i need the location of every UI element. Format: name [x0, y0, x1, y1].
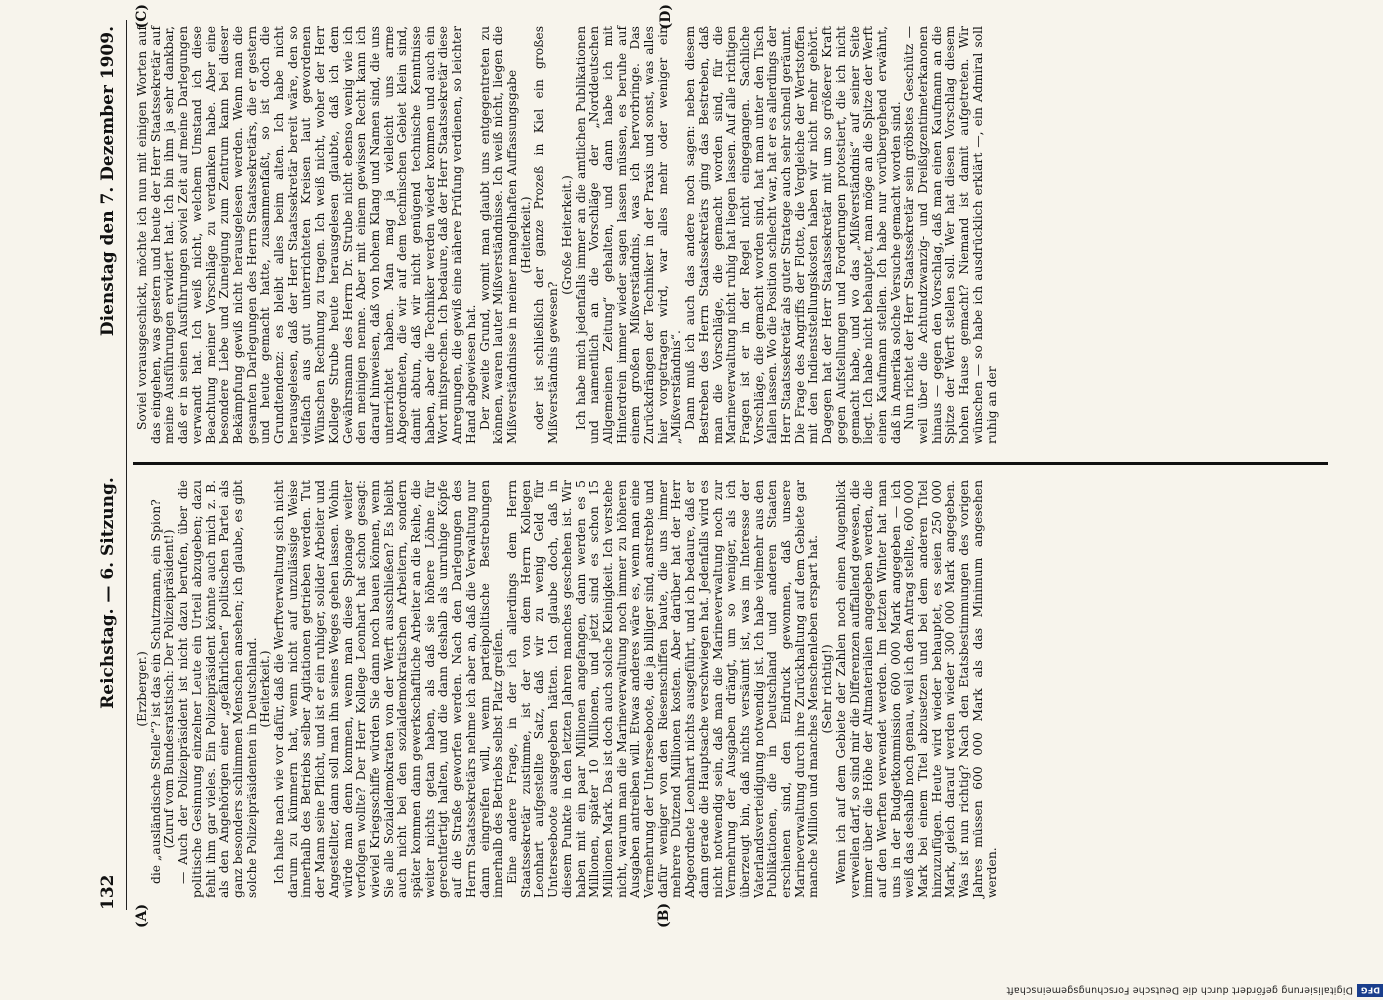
- margin-marker-b: (B): [656, 902, 672, 928]
- margin-marker-c: (C): [134, 4, 150, 29]
- interjection: (Heiterkeit.): [518, 196, 533, 274]
- page-header: [98, 20, 124, 910]
- paragraph: Der zweite Grund, womit man glaubt uns entgegentreten zu können, waren lauter Mißverständnisse. Ich weiß nicht, liegen die Mißverständnisse in meiner mangelhaften Auffassungsgabe: [477, 26, 519, 444]
- running-title: Reichstag. — 6. Sitzung.: [98, 477, 118, 709]
- paragraph: Eine andere Frage, in der ich allerdings dem Herrn Staatssekretär zustimme, ist der von dem Herrn Kollegen Leonhart aufgestellte Satz, daß wir zu wenig Geld für Unterseeboote ausgegeben hätten. Ich glaube doch, daß in diesem Punkte in den letzten Jahren manches geschehen ist. Wir haben mit ein paar Millionen angefangen, dann werden es 5 Millionen, später 10 Millionen, und jetzt sind es schon 15 Millionen Mark. Das ist doch auch solche Kleinigkeit. Ich verstehe nicht, warum man die Marineverwaltung noch immer zu höheren Ausgaben antreiben will. Etwas anderes wäre es, wenn man eine Vermehrung der Unterseeboote, die ja billiger sind, anstrebte und dafür weniger von den Riesenschiffen baute, die uns immer mehrere Dutzend Millionen kosten. Aber darüber hat der Herr Abgeordnete Leonhart nichts ausgeführt, und ich bedaure, daß er dann gerade die Hauptsache verschwiegen hat. Jedenfalls wird es nicht notwendig sein, daß man die Marineverwaltung noch zur Vermehrung der Ausgaben drängt, um so weniger, als ich überzeugt bin, daß nichts versäumt ist, was im Interesse der Vaterlandsverteidigung notwendig ist. Ich habe vielmehr aus den Publikationen, die in Deutschland und anderen Staaten erschienen sind, den Eindruck gewonnen, daß unsere Marineverwaltung durch ihre Zurückhaltung auf dem Gebiete gar manche Million und manches Menschenleben erspart hat.: [504, 480, 821, 898]
- session-date: Dienstag den 7. Dezember 1909.: [98, 26, 118, 337]
- interjection: (Sehr richtig!): [820, 644, 835, 734]
- left-column: [136, 480, 999, 898]
- right-column: [136, 26, 999, 444]
- paragraph: oder ist schließlich der ganze Prozeß in Kiel ein großes Mißverständnis gewesen?: [532, 26, 561, 444]
- margin-marker-d: (D): [658, 4, 674, 30]
- column-divider: [133, 462, 1328, 465]
- speaker-name: (Erzberger.): [135, 651, 149, 727]
- speaker-name: (Zuruf vom Bundesratstisch: Der Polizeipräsident!): [162, 529, 177, 849]
- header-rule: [126, 20, 127, 910]
- paragraph: Dann muß ich auch das andere noch sagen: neben diesem Bestreben des Herrn Staatssekretärs ging das Bestreben, daß man die Vorschläge, die gemacht worden sind, für die Marineverwaltung nicht ruhig hat liegen lassen. Auf alle richtigen Fragen ist er in der Regel nicht eingegangen. Sachliche Vorschläge, die gemacht worden sind, hat man unter den Tisch fallen lassen. Wo die Position schlecht war, hat er es allerdings der Herr Staatssekretär als guter Stratege auch sehr schnell geräumt. Die Frage des Angriffs der Flotte, die Vergleiche der Wertstoffen mit den Indienststellungskosten haben wir nicht mehr gehört. Dagegen hat der Herr Staatssekretär mit um so größerer Kraft gegen Aufstellungen und Forderungen protestiert, die ich nicht gemacht habe, und wo das „Mißverständnis“ auf seiner Seite liegt. Ich habe nicht behauptet, man möge an die Spitze der Werft einen Kaufmann stellen. Ich habe nur vorübergehend erwähnt, daß in Amerika solche Versuche gemacht worden sind.: [683, 26, 903, 444]
- interjection: (Große Heiterkeit.): [559, 175, 574, 295]
- document-page: [0, 4, 1383, 928]
- credit-text: Digitalisierung gefördert durch die Deutsche Forschungsgemeinschaft: [1006, 984, 1353, 996]
- margin-marker-a: (A): [134, 903, 150, 928]
- paragraph: Ich halte nach wie vor dafür, daß die Werftverwaltung sich nicht darum zu kümmern hat, wenn nicht auf unzulässige Weise innerhalb des Betriebs selber Agitationen getrieben werden. Tut der Mann seine Pflicht, und ist er ein ruhiger, solider Arbeiter und Angestellter, dann soll man ihn seines Weges gehen lassen. Wohin würde man denn kommen, wenn man diese Spionage weiter verfolgen wollte? Der Herr Kollege Leonhart hat schon gesagt: wieviel Kriegsschiffe würden Sie dann noch bauen können, wenn Sie alle Sozialdemokraten von der Werft ausschließen? Es bleibt auch nicht bei den sozialdemokratischen Arbeitern, sondern später kommen dann gewerkschaftliche Arbeiter an die Reihe, die weiter nichts getan haben, als daß sie höhere Löhne für gerechtfertigt halten, und die dann deshalb als unruhige Köpfe auf die Straße geworfen werden. Nach den Darlegungen des Herrn Staatssekretärs nehme ich aber an, daß die Verwaltung nur dann eingreifen will, wenn parteipolitische Bestrebungen innerhalb des Betriebs selbst Platz greifen.: [272, 480, 506, 898]
- paragraph: Wenn ich auf dem Gebiete der Zahlen noch einen Augenblick verweilen darf, so sind mir die Differenzen auffallend gewesen, die immer über die Höhe der Altmaterialien angegeben werden, die auf den Werften verwendet werden. Im letzten Winter hat man uns in der Budgetkommission 600 000 Mark angegeben — ich weiß das deshalb noch genau, weil ich den Antrag stellte, 600 000 Mark bei einem Titel abzusetzen und bei dem anderen Titel hinzuzufügen. Heute wird wieder behauptet, es seien 250 000 Mark, gleich darauf werden wieder 300 000 Mark angegeben. Was ist nun richtig? Nach den Etatsbestimmungen des vorigen Jahres müssen 600 000 Mark als das Minimum angesehen werden.: [833, 480, 999, 898]
- paragraph: Nun richtet der Herr Staatssekretär sein gröbstes Geschütz — weil über die Achtundzwanzig- und Dreißigzentimeterkanonen hinaus — gegen den Vorschlag, daß man einen Kaufmann an die Spitze der Werft stellen soll. Wer hat diesen Vorschlag diesem hohen Hause gemacht? Niemand ist damit aufgetreten. Wir wünschen — so habe ich ausdrücklich erklärt —, ein Admiral soll ruhig an der: [902, 26, 999, 444]
- paragraph: die „ausländische Stelle“? ist das ein Schutzmann, ein Spion?: [148, 499, 163, 884]
- page-number: 132: [98, 874, 118, 910]
- dfg-logo: DFG: [1357, 984, 1383, 997]
- paragraph: Ich habe mich jedenfalls immer an die amtlichen Publikationen und namentlich an die Vorschläge der „Norddeutschen Allgemeinen Zeitung“ gehalten, und dann habe ich mit Hinterdrein immer wieder sagen lassen müssen, es beruhe auf einem großen Mißverständnis, was ich hervorbringe. Das Zurückdrängen der Techniker in der Praxis und sonst, was alles hier vorgetragen wird, war alles mehr oder weniger ein „Mißverständnis“.: [573, 26, 684, 444]
- paragraph: — Auch der Polizeipräsident ist nicht dazu berufen, über die politische Gesinnung einzelner Leute ein Urteil abzugeben; dazu fehlt ihm gar vieles. Ein Polizeipräsident könnte auch mich z. B. als den Angehörigen einer „gefährlichen“ politischen Partei als ganz besonders schlimmen Menschen ansehen; ich glaube, es gibt solche Polizeipräsidenten in Deutschland.: [176, 480, 259, 898]
- paragraph: Soviel vorausgeschickt, möchte ich nun mit einigen Worten auf das eingehen, was gestern und heute der Herr Staatssekretär auf meine Ausführungen erwidert hat. Ich bin ihm ja sehr dankbar, daß er in seinen Ausführungen soviel Zeit auf meine Darlegungen verwandt hat. Ich weiß nicht, welchem Umstand ich diese Beachtung meiner Vorschläge zu verdanken habe. Aber eine besondere Liebe und Zuneigung zum Zentrum kann bei dieser Bekämpfung gewiß nicht herausgelesen werden. Wenn man die gesamten Darlegungen des Herrn Staatssekretärs, die er gestern und heute gemacht hatte, zusammenfaßt, so ist doch die Grundtendenz: es bleibt alles beim alten. Ich habe nicht herausgelesen, daß der Herr Staatssekretär bereit wäre, den so vielfach aus gut unterrichteten Kreisen laut gewordenen Wünschen Rechnung zu tragen. Ich weiß nicht, woher der Herr Kollege Strube heute herausgelesen glaubte, daß ich dem Gewährsmann des Herrn Dr. Strube nicht ebenso wenig wie ich den meinigen nenne. Aber mit einem gewissen Recht kann ich darauf hinweisen, daß von hohem Klang und Namen sind, die uns unterrichtet haben. Man mag ja vielleicht uns arme Abgeordneten, die wir auf dem technischen Gebiet klein sind, damit abtun, daß wir nicht genügend technische Kenntnisse haben, aber die Techniker werden wieder kommen und auch ein Wort mitsprechen. Ich bedaure, daß der Herr Staatssekretär diese Anregungen, die gewiß eine nähere Prüfung verdienen, so leichter Hand abgewiesen hat.: [135, 26, 478, 444]
- interjection: (Heiterkeit.): [258, 650, 273, 728]
- digitization-credit: [40, 982, 1383, 998]
